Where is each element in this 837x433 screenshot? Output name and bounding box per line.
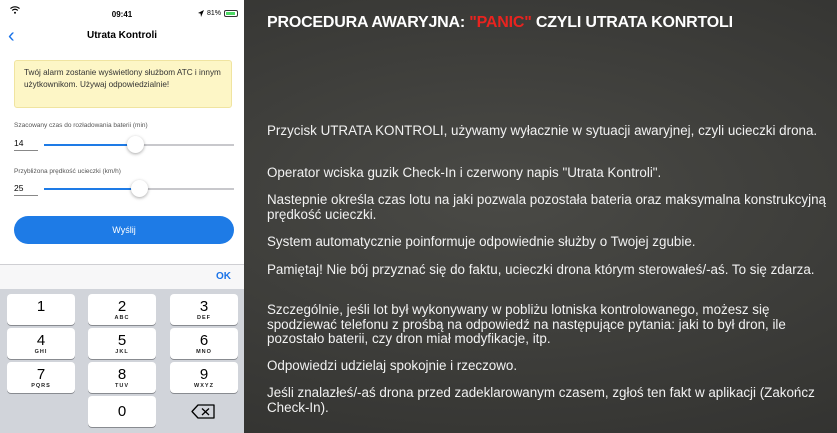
paragraph: Przycisk UTRATA KONTROLI, używamy wyłacznie w sytuacji awaryjnej, czyli ucieczki drona. bbox=[267, 123, 818, 138]
numeric-keypad bbox=[0, 289, 244, 433]
paragraph: Pamiętaj! Nie bój przyznać się do faktu, ucieczki drona którym sterowałeś/-aś. To się zdarza. bbox=[267, 262, 815, 277]
battery-time-input[interactable] bbox=[14, 136, 38, 151]
escape-speed-label: Przybliżona prędkość ucieczki (km/h) bbox=[14, 168, 121, 175]
key-3[interactable] bbox=[170, 294, 238, 325]
paragraph: Szczególnie, jeśli lot był wykonywany w pobliżu lotniska kontrolowanego, możesz się spodziewać telefonu z prośbą na odpowiedź na następujące pytania: jaki to był dron, ile pozostało baterii, czy dron miał modyfikacje, itp. bbox=[267, 302, 786, 346]
slider-thumb[interactable] bbox=[131, 180, 148, 197]
key-digit: 4 bbox=[36, 332, 46, 349]
key-5[interactable] bbox=[88, 328, 156, 359]
page-title: Utrata Kontroli bbox=[87, 30, 157, 41]
backspace-icon[interactable] bbox=[170, 396, 238, 427]
battery-percent: 81% bbox=[206, 10, 221, 17]
key-8[interactable] bbox=[88, 362, 156, 393]
key-letters: PQRS bbox=[31, 383, 51, 389]
back-chevron-icon[interactable]: ‹ bbox=[8, 25, 15, 47]
key-4[interactable] bbox=[7, 328, 75, 359]
key-digit: 6 bbox=[199, 332, 209, 349]
key-letters: WXYZ bbox=[194, 383, 214, 389]
escape-speed-slider[interactable] bbox=[44, 188, 234, 190]
paragraph: System automatycznie poinformuje odpowiednie służby o Twojej zgubie. bbox=[267, 234, 696, 249]
nav-bar bbox=[0, 22, 244, 50]
keyboard-ok-button[interactable]: OK bbox=[216, 271, 231, 282]
key-letters: JKL bbox=[115, 349, 129, 355]
status-time: 09:41 bbox=[111, 10, 133, 19]
paragraph: Jeśli znalazłeś/-aś drona przed zadeklarowanym czasem, zgłoś ten fakt w aplikacji (Zakończ Check-In). bbox=[267, 385, 815, 415]
paragraph: Nastepnie określa czas lotu na jaki pozwala pozostała bateria oraz maksymalna konstrukcyjną prędkość ucieczki. bbox=[267, 192, 826, 222]
key-digit: 0 bbox=[117, 403, 127, 420]
key-0[interactable] bbox=[88, 396, 156, 427]
escape-speed-input[interactable] bbox=[14, 181, 38, 196]
panic-word: "PANIC" bbox=[469, 14, 532, 31]
battery-time-slider[interactable] bbox=[44, 144, 234, 146]
key-7[interactable] bbox=[7, 362, 75, 393]
key-digit: 8 bbox=[117, 366, 127, 383]
key-digit: 2 bbox=[117, 298, 127, 315]
battery-time-label: Szacowany czas do rozładowania baterii (min) bbox=[14, 122, 148, 129]
slider-track-filled bbox=[44, 188, 139, 190]
phone-screen bbox=[0, 0, 244, 433]
slide-title: PROCEDURA AWARYJNA: "PANIC" CZYLI UTRATA KONRTOLI bbox=[267, 14, 733, 31]
battery-icon bbox=[224, 10, 238, 17]
key-digit: 7 bbox=[36, 366, 46, 383]
paragraph: Odpowiedzi udzielaj spokojnie i rzeczowo. bbox=[267, 358, 518, 373]
location-arrow-icon bbox=[198, 10, 204, 17]
key-letters: ABC bbox=[114, 315, 130, 321]
status-bar bbox=[0, 0, 244, 22]
key-6[interactable] bbox=[170, 328, 238, 359]
key-letters: DEF bbox=[197, 315, 211, 321]
slider-track-filled bbox=[44, 144, 135, 146]
warning-alert: Twój alarm zostanie wyświetlony służbom ATC i innym użytkownikom. Używaj odpowiedzialnie! bbox=[14, 60, 232, 108]
keyboard-toolbar bbox=[0, 264, 244, 289]
key-digit: 9 bbox=[199, 366, 209, 383]
key-2[interactable] bbox=[88, 294, 156, 325]
key-digit: 3 bbox=[199, 298, 209, 315]
key-letters: MNO bbox=[196, 349, 212, 355]
key-letters: GHI bbox=[34, 349, 48, 355]
key-digit: 5 bbox=[117, 332, 127, 349]
send-button[interactable]: Wyślij bbox=[14, 216, 234, 244]
key-1[interactable] bbox=[7, 294, 75, 325]
slider-thumb[interactable] bbox=[127, 136, 144, 153]
key-letters: TUV bbox=[115, 383, 129, 389]
key-9[interactable] bbox=[170, 362, 238, 393]
paragraph: Operator wciska guzik Check-In i czerwony napis "Utrata Kontroli". bbox=[267, 165, 662, 180]
key-digit: 1 bbox=[36, 298, 46, 315]
